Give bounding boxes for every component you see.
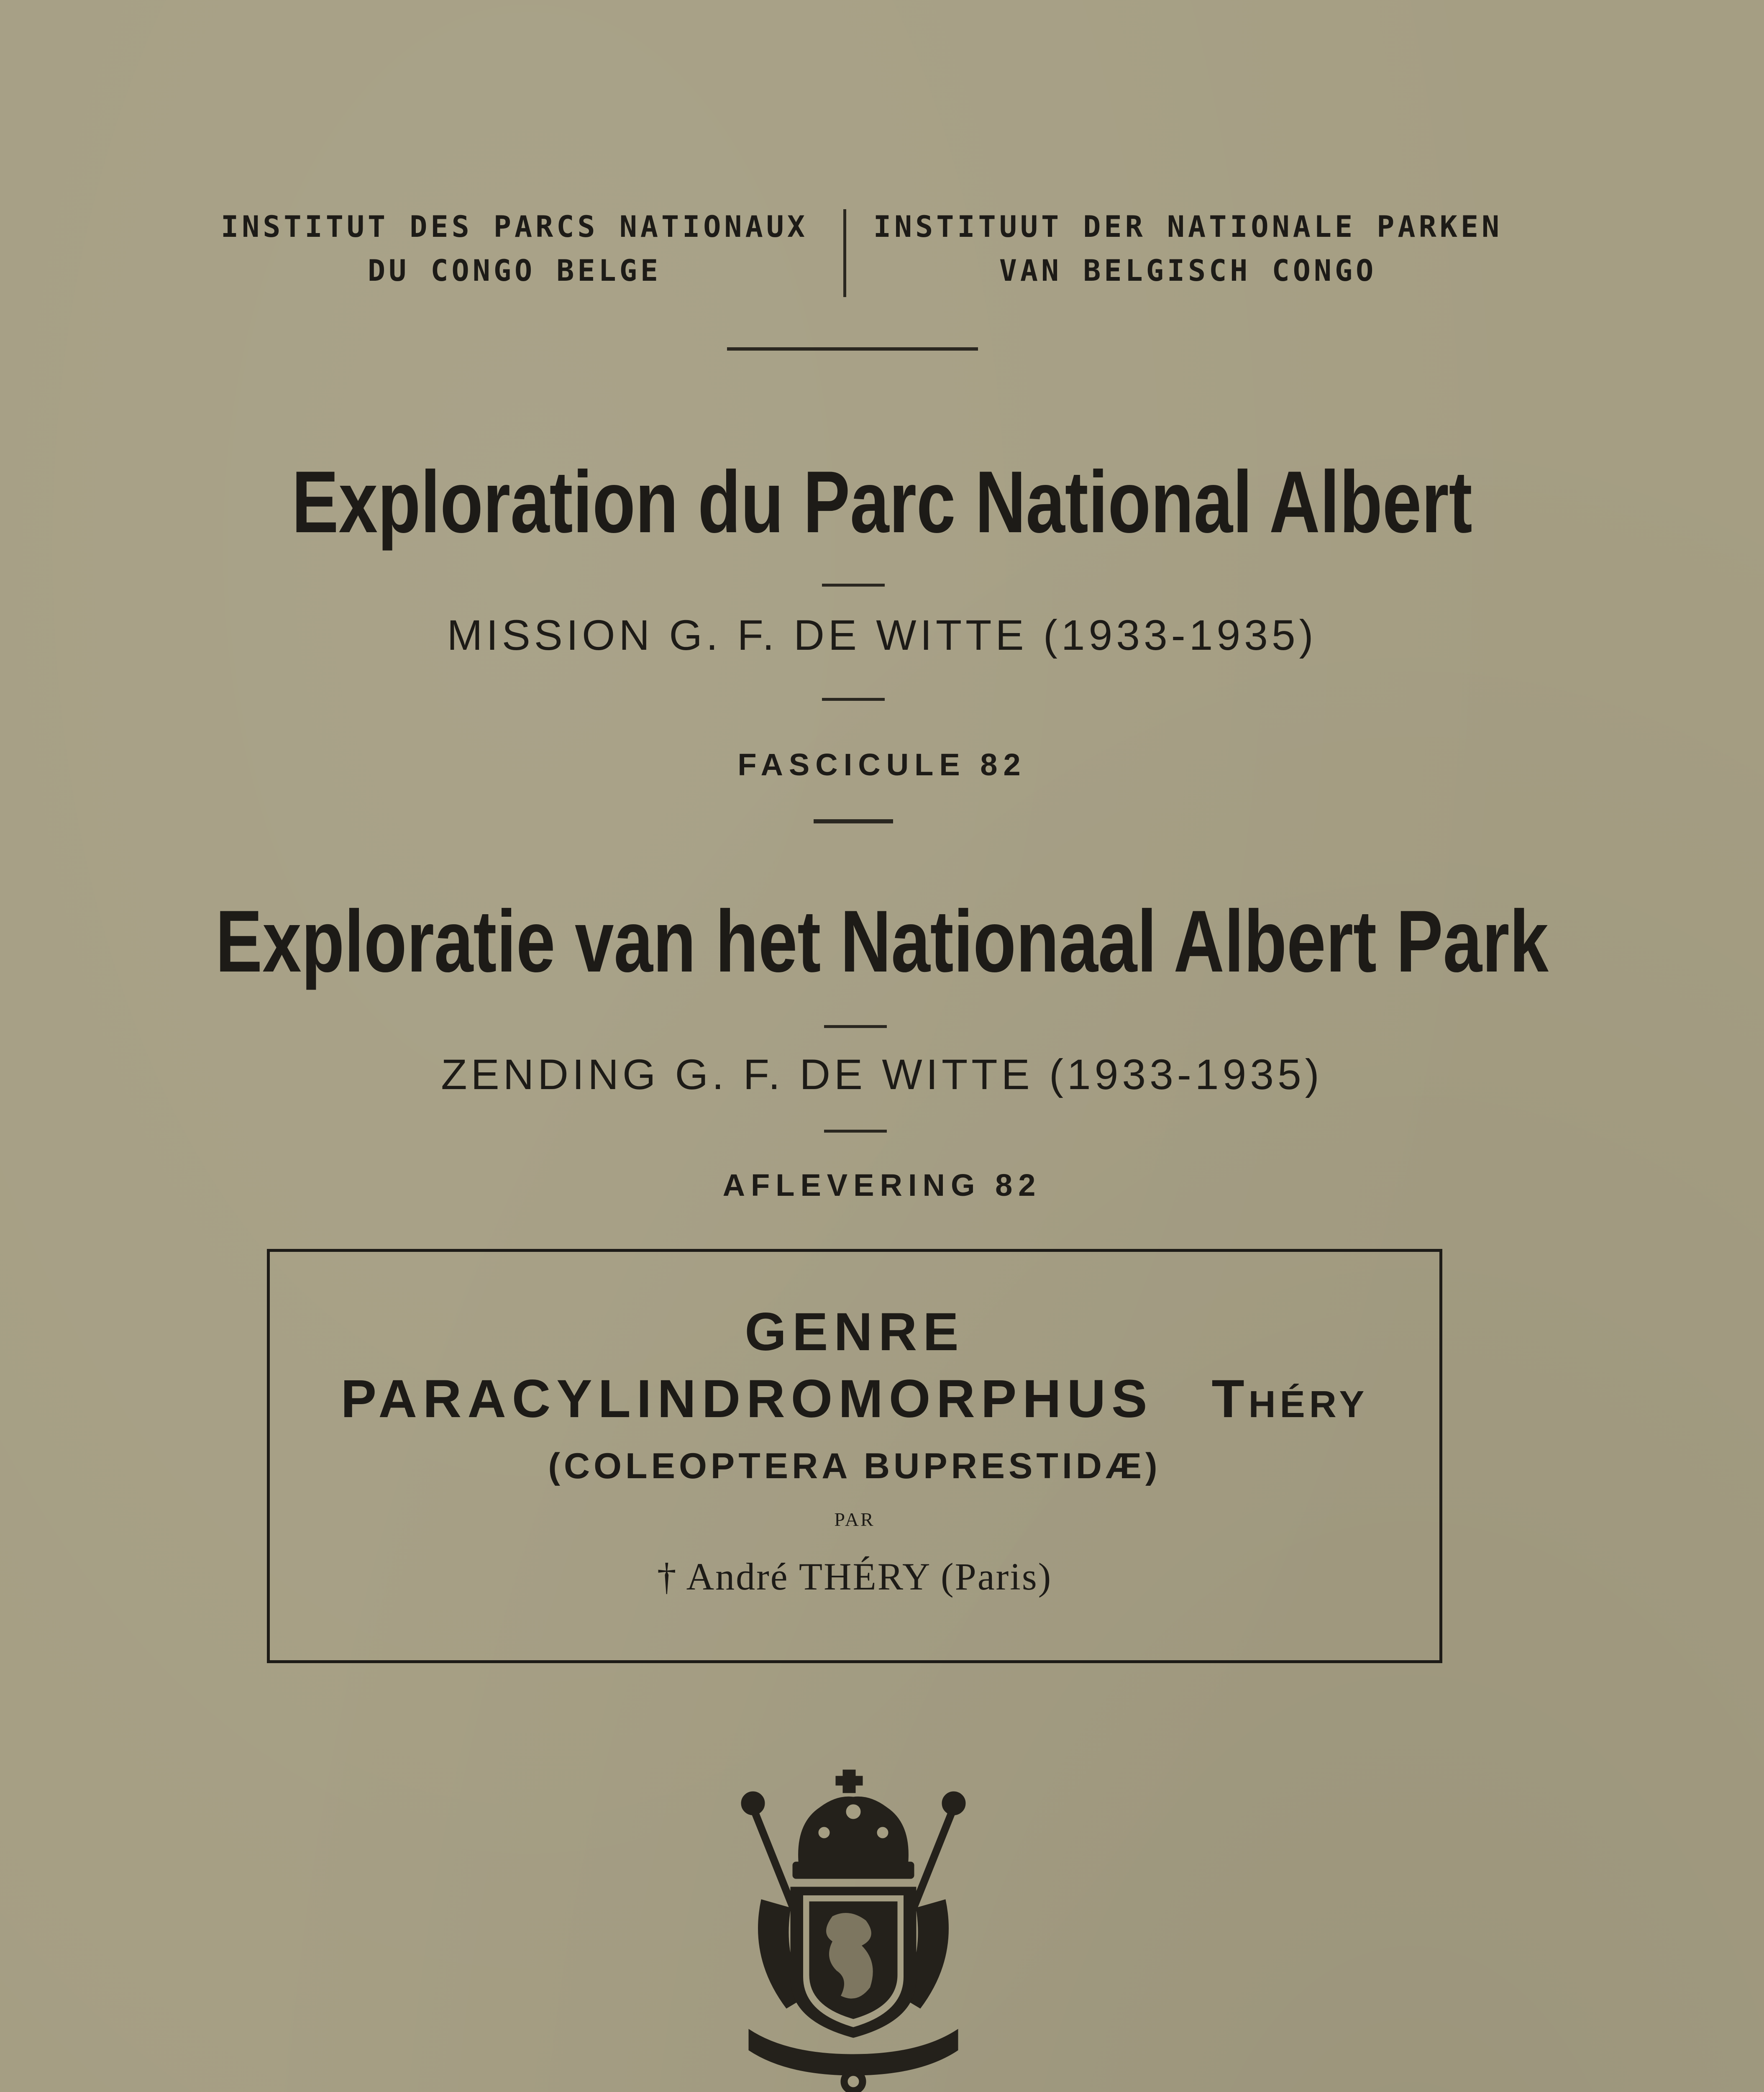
dutch-title: Exploratie van het Nationaal Albert Park [215,892,1549,990]
header-rule [727,347,978,351]
genus-name: PARACYLINDROMORPHUS [341,1369,1153,1429]
work-title-line1: GENRE [745,1302,965,1362]
french-fascicule: FASCICULE 82 [737,747,1027,782]
french-mission: MISSION G. F. DE WITTE (1933-1935) [447,611,1317,659]
work-title-line2 [267,1368,1442,1430]
dutch-mission: ZENDING G. F. DE WITTE (1933-1935) [441,1051,1323,1098]
par-label: PAR [834,1509,875,1530]
institute-french-line1: INSTITUT DES PARCS NATIONAUX [220,210,809,244]
divider [822,584,885,587]
institute-french [188,205,841,293]
divider [824,1130,887,1133]
work-title-line3: (COLEOPTERA BUPRESTIDÆ) [548,1446,1161,1486]
institute-dutch-line2: VAN BELGISCH CONGO [999,254,1377,288]
dutch-fascicule: AFLEVERING 82 [722,1168,1042,1202]
divider [814,819,893,823]
french-title: Exploration du Parc National Albert [292,453,1472,551]
divider [824,1025,887,1028]
header-separator [843,209,846,297]
institute-dutch [853,205,1523,293]
institute-french-line2: DU CONGO BELGE [367,254,661,288]
author-name: † André THÉRY (Paris) [657,1555,1052,1598]
divider [822,698,885,701]
institute-dutch-line1: INSTITUUT DER NATIONALE PARKEN [873,210,1503,244]
genus-authority: Théry [1211,1369,1369,1429]
belgian-coat-of-arms-icon [724,1761,983,2092]
